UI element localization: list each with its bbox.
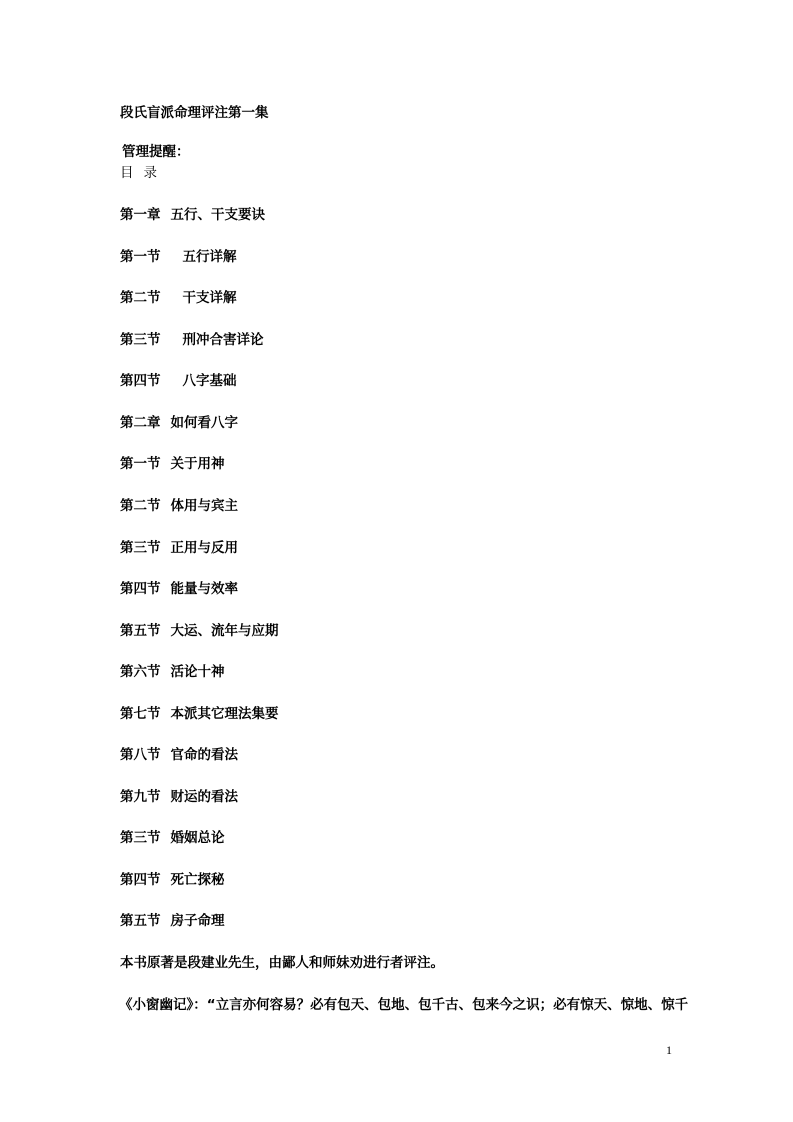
toc-heading: [120, 164, 157, 182]
page-number: 1: [666, 1043, 672, 1057]
toc-entry-number: 第五节: [120, 623, 161, 639]
toc-entry-section: [120, 912, 225, 930]
toc-entry-title: 体用与宾主: [170, 498, 238, 514]
toc-entry-number: 第二节: [120, 498, 161, 514]
toc-entry-title: 大运、流年与应期: [170, 623, 279, 639]
toc-entry-section: [120, 788, 238, 806]
toc-entry-chapter-2: [120, 414, 238, 432]
toc-entry-number: 第四节: [120, 373, 161, 389]
toc-entry-number: 第三节: [120, 830, 161, 846]
toc-entry-title: 活论十神: [170, 664, 225, 680]
toc-entry-section: [120, 746, 238, 764]
toc-entry-section: [120, 248, 237, 266]
toc-entry-number: 第三节: [120, 332, 161, 348]
document-title: 段氏盲派命理评注第一集: [120, 105, 269, 121]
toc-entry-number: 第二节: [120, 290, 161, 306]
toc-entry-title: 官命的看法: [170, 747, 238, 763]
toc-entry-section: [120, 871, 225, 889]
toc-entry-section: [120, 289, 237, 307]
toc-entry-title: 干支详解: [182, 290, 237, 306]
toc-entry-title: 正用与反用: [170, 540, 238, 556]
toc-entry-number: 第五节: [120, 913, 161, 929]
management-note: 管理提醒：: [122, 144, 190, 160]
toc-entry-title: 五行详解: [182, 249, 237, 265]
quote-line: 《小窗幽记》：“立言亦何容易？必有包天、包地、包千古、包来今之识；必有惊天、惊地、惊千: [119, 997, 689, 1013]
toc-entry-section: [120, 497, 238, 515]
toc-entry-title: 八字基础: [182, 373, 237, 389]
toc-entry-title: 财运的看法: [170, 789, 238, 805]
toc-entry-section: [120, 372, 237, 390]
toc-entry-section: [120, 539, 238, 557]
toc-heading-char-1: 目: [120, 165, 134, 181]
toc-entry-section: [120, 580, 238, 598]
toc-entry-number: 第一节: [120, 456, 161, 472]
author-note: 本书原著是段建业先生，由鄙人和师妹劝进行者评注。: [120, 955, 444, 971]
toc-entry-section: [120, 663, 225, 681]
toc-entry-number: 第四节: [120, 581, 161, 597]
toc-entry-title: 死亡探秘: [170, 872, 225, 888]
toc-entry-title: 房子命理: [170, 913, 225, 929]
toc-entry-title: 能量与效率: [170, 581, 238, 597]
toc-entry-section: [120, 455, 225, 473]
toc-entry-title: 本派其它理法集要: [170, 706, 279, 722]
toc-entry-title: 五行、干支要诀: [170, 207, 265, 223]
toc-entry-number: 第一章: [120, 207, 161, 223]
toc-entry-number: 第六节: [120, 664, 161, 680]
toc-entry-section: [120, 829, 225, 847]
toc-entry-number: 第九节: [120, 789, 161, 805]
toc-entry-title: 刑冲合害详论: [182, 332, 264, 348]
toc-entry-title: 婚姻总论: [170, 830, 225, 846]
toc-entry-number: 第二章: [120, 415, 161, 431]
toc-entry-number: 第三节: [120, 540, 161, 556]
toc-entry-number: 第八节: [120, 747, 161, 763]
toc-entry-section: [120, 705, 279, 723]
toc-entry-number: 第一节: [120, 249, 161, 265]
toc-entry-chapter-1: [120, 206, 265, 224]
toc-entry-section: [120, 331, 264, 349]
toc-entry-section: [120, 622, 279, 640]
toc-entry-title: 关于用神: [170, 456, 225, 472]
toc-entry-number: 第四节: [120, 872, 161, 888]
toc-entry-title: 如何看八字: [170, 415, 238, 431]
toc-heading-char-2: 录: [143, 165, 157, 181]
toc-entry-number: 第七节: [120, 706, 161, 722]
